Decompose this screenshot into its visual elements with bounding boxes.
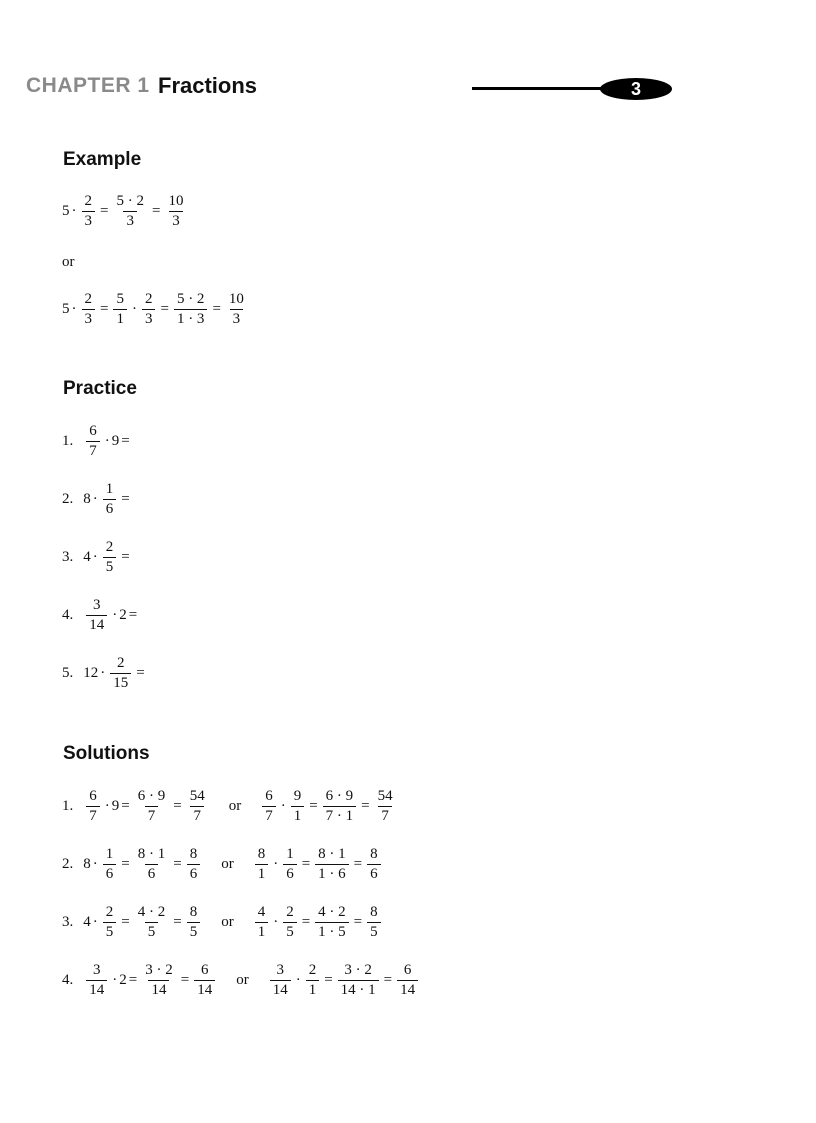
- page-header: [26, 72, 706, 104]
- chapter-title: Fractions: [158, 73, 258, 98]
- solution-item: 2. 8 · $\frac{1}{6}$ = $\frac{8 \cdot 1}{6}$ = $\frac{8}{6}$ or $\frac{8}{1}$ · $\frac{1}{6}$ = $\frac{8 \cdot 1}{1 \cdot 6}$ = $\frac{8}{6}$: [62, 847, 384, 882]
- example-line-1: 5 · $\frac{2}{3}$ = $\frac{5 \cdot 2}{3}$ = $\frac{10}{3}$: [62, 193, 184, 229]
- practice-heading: Practice: [63, 378, 137, 399]
- chapter-label: CHAPTER 1: [26, 74, 150, 97]
- example-or: or: [62, 254, 75, 270]
- page-number-badge: 3: [600, 78, 672, 100]
- practice-item: 1. $\frac{6}{7}$ · 9 =: [62, 423, 130, 459]
- solution-item: 1. $\frac{6}{7}$ · 9 = $\frac{6 \cdot 9}{7}$ = $\frac{54}{7}$ or $\frac{6}{7}$ · $\frac{9}{1}$ = $\frac{6 \cdot 9}{7 \cdot 1}$ = $\frac{54}{7}$: [62, 788, 393, 824]
- solutions-heading: Solutions: [63, 743, 150, 764]
- example-heading: Example: [63, 149, 142, 170]
- solution-item: 3. 4 · $\frac{2}{5}$ = $\frac{4 \cdot 2}{5}$ = $\frac{8}{5}$ or $\frac{4}{1}$ · $\frac{2}{5}$ = $\frac{4 \cdot 2}{1 \cdot 5}$ = $\frac{8}{5}$: [62, 905, 384, 940]
- practice-item: 3. 4 · $\frac{2}{5}$ =: [62, 539, 130, 575]
- solution-item: 4. $\frac{3}{14}$ · 2 = $\frac{3 \cdot 2}{14}$ = $\frac{6}{14}$ or $\frac{3}{14}$ · $\frac{2}{1}$ = $\frac{3 \cdot 2}{14 \cdot 1}$ = $\frac{6}{14}$: [62, 963, 421, 998]
- example-line-2: 5 · $\frac{2}{3}$ = $\frac{5}{1}$ · $\frac{2}{3}$ = $\frac{5 \cdot 2}{1 \cdot 3}$ = $\frac{10}{3}$: [62, 291, 244, 327]
- practice-item: 5. 12 · $\frac{2}{15}$ =: [62, 655, 145, 691]
- practice-item: 4. $\frac{3}{14}$ · 2 =: [62, 597, 138, 633]
- practice-item: 2. 8 · $\frac{1}{6}$ =: [62, 481, 130, 517]
